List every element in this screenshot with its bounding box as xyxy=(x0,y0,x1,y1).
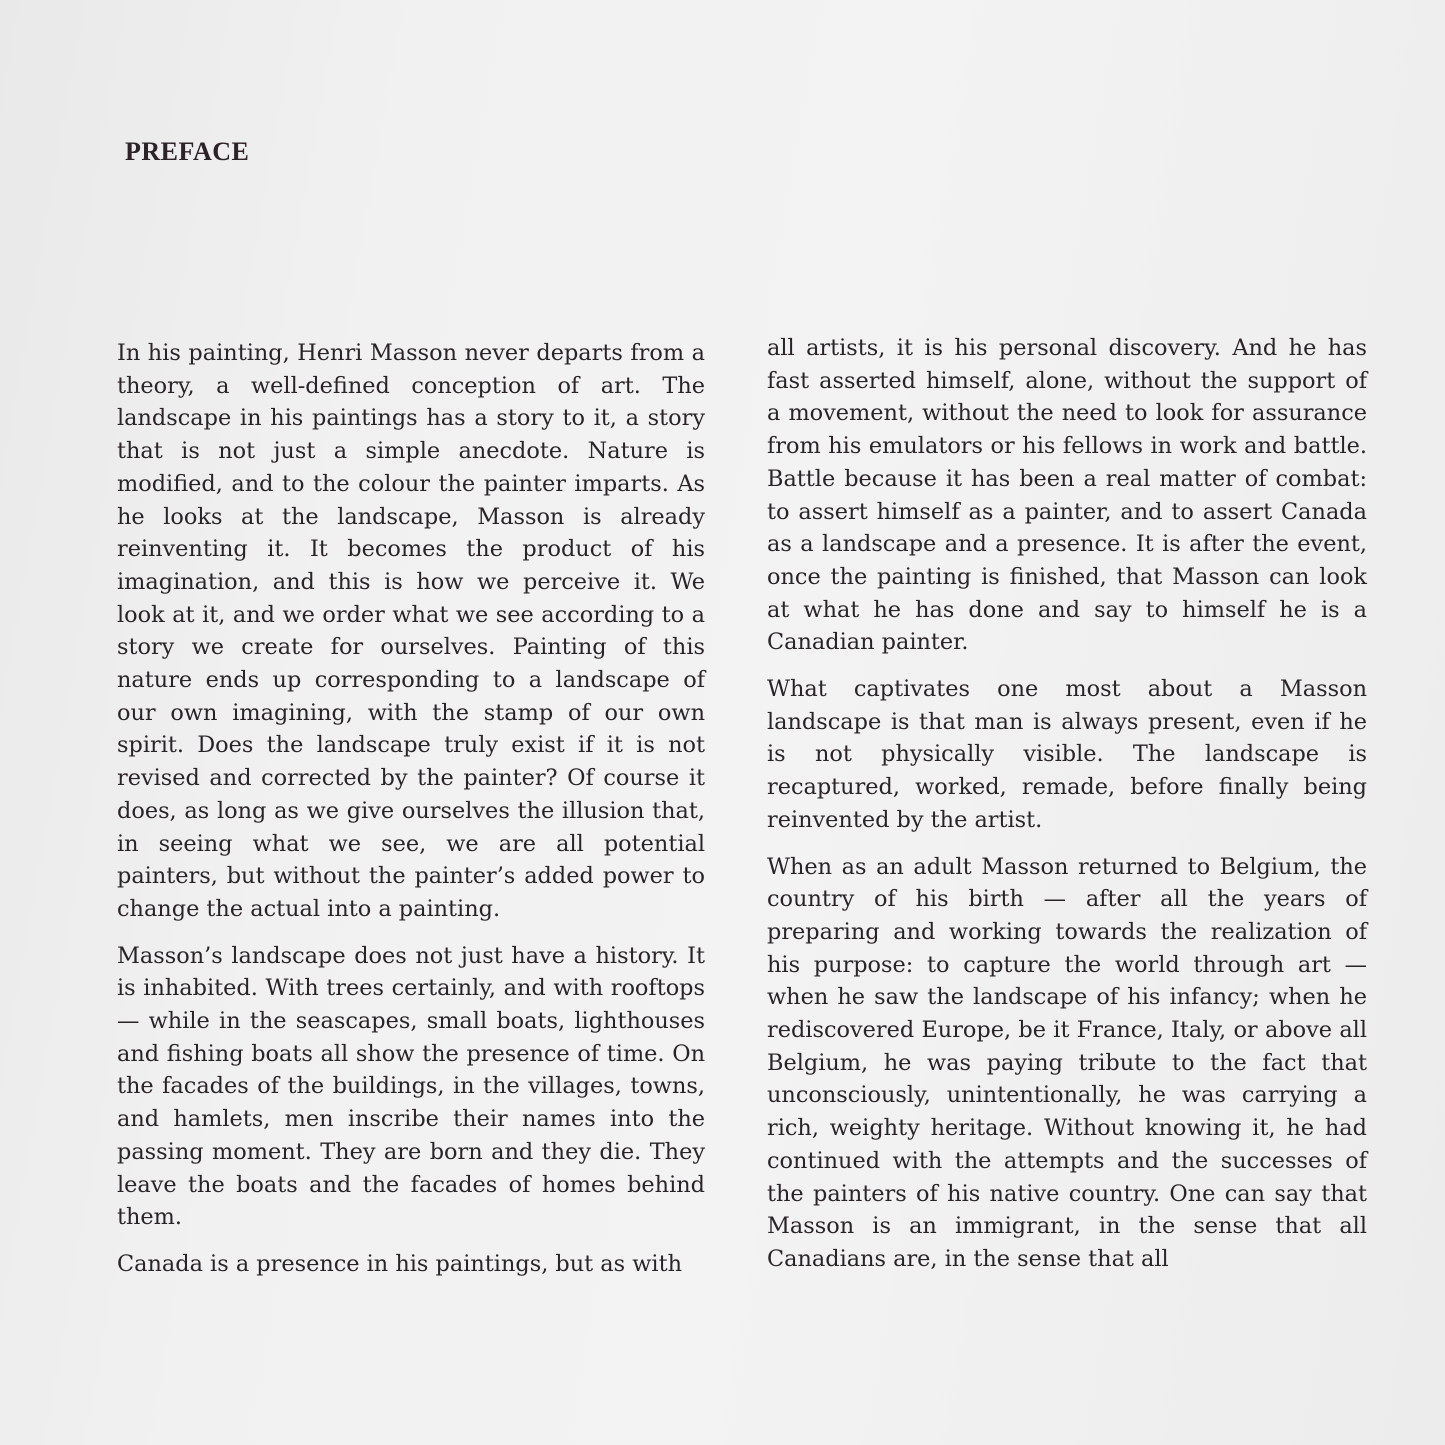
paragraph: all artists, it is his personal discovery. And he has fast asserted himself, alone, without the support of a movement, without the need to look for assurance from his emulators or his fellows in work and battle. Battle because it has been a real matter of combat: to assert himself as a painter, and to assert Canada as a landscape and a presence. It is after the event, once the painting is finished, that Masson can look at what he has done and say to himself he is a Canadian painter. xyxy=(767,335,1367,656)
paragraph: What captivates one most about a Masson landscape is that man is always present, even if he is not physically visible. The landscape is recaptured, worked, remade, before finally being reinvented by the artist. xyxy=(767,676,1367,833)
paragraph: Canada is a presence in his paintings, but as with xyxy=(117,1250,683,1277)
paragraph: In his painting, Henri Masson never departs from a theory, a well-defined conception of art. The landscape in his paintings has a story to it, a story that is not just a simple anecdote. Nature is modified, and to the colour the painter imparts. As he looks at the landscape, Masson is already reinventing it. It becomes the product of his imagination, and this is how we perceive it. We look at it, and we order what we see according to a story we create for ourselves. Painting of this nature ends up corresponding to a landscape of our own imagining, with the stamp of our own spirit. Does the landscape truly exist if it is not revised and corrected by the painter? Of course it does, as long as we give ourselves the illusion that, in seeing what we see, we are all potential painters, but without the painter’s added power to change the actual into a painting. xyxy=(117,340,705,922)
paragraph: Masson’s landscape does not just have a history. It is inhabited. With trees certainly, and with rooftops — while in the seascapes, small boats, lighthouses and fishing boats all show the presence of time. On the facades of the buildings, in the villages, towns, and hamlets, men inscribe their names into the passing moment. They are born and they die. They leave the boats and the facades of homes behind them. xyxy=(117,942,705,1231)
left-text-column xyxy=(117,337,705,1295)
right-text-column xyxy=(767,332,1367,1290)
paragraph: When as an adult Masson returned to Belgium, the country of his birth — after all the years of preparing and working towards the realization of his purpose: to capture the world through art — when he saw the landscape of his infancy; when he rediscovered Europe, be it France, Italy, or above all Belgium, he was paying tribute to the fact that unconsciously, unintentionally, he was carrying a rich, weighty heritage. Without knowing it, he had continued with the attempts and the successes of the painters of his native country. One can say that Masson is an immigrant, in the sense that all Canadians are, in the sense that all xyxy=(767,853,1367,1272)
page-title: PREFACE xyxy=(125,137,250,166)
